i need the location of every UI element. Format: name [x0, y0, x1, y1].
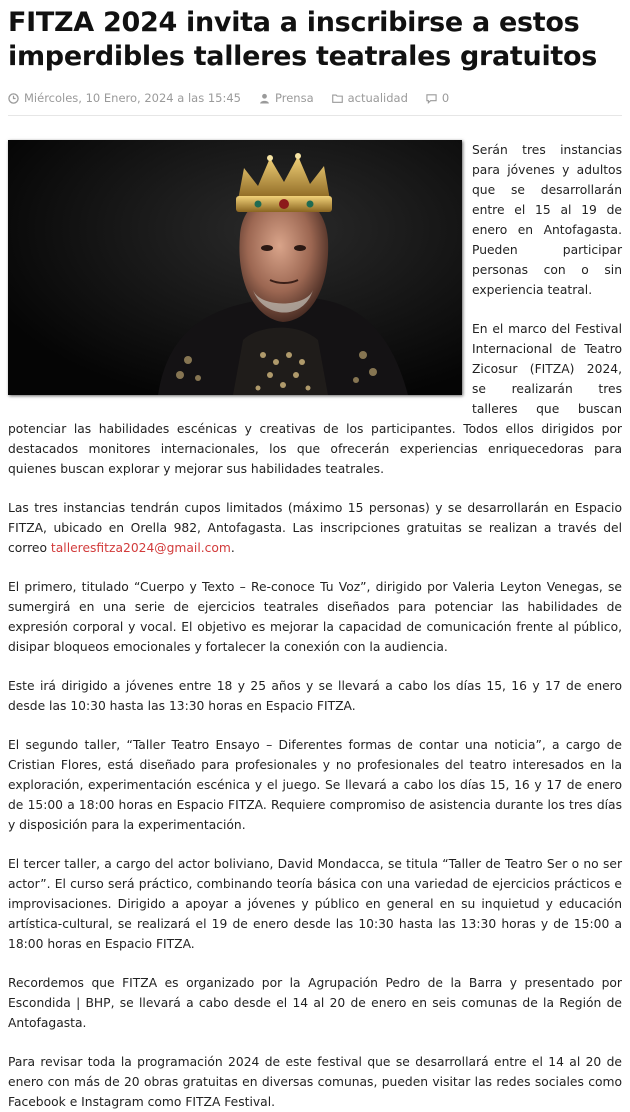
folder-icon: [332, 93, 343, 104]
paragraph-workshop-1-schedule: Este irá dirigido a jóvenes entre 18 y 25 años y se llevará a cabo los días 15, 16 y 17 de enero desde las 10:30 hasta las 13:30 horas en Espacio FITZA.: [8, 679, 622, 713]
article-title: FITZA 2024 invita a inscribirse a estos imperdibles talleres teatrales gratuitos: [8, 7, 598, 72]
user-icon: [259, 93, 270, 104]
email-link[interactable]: talleresfitza2024@gmail.com: [50, 541, 231, 555]
paragraph-workshop-1: El primero, titulado “Cuerpo y Texto – Re-conoce Tu Voz”, dirigido por Valeria Leyton Venegas, se sumergirá en una serie de ejercicios teatrales diseñados para potenciar las habilidades de expresión corporal y vocal. El objetivo es mejorar la capacidad de comunicación frente al público, disipar bloqueos emocionales y fortalecer la conexión con la audiencia.: [8, 580, 622, 654]
paragraph-organizers: Recordemos que FITZA es organizado por la Agrupación Pedro de la Barra y presentado por Escondida | BHP, se llevará a cabo desde el 14 al 20 de enero en seis comunas de la Región de Antofagasta.: [8, 976, 622, 1030]
paragraph-context: En el marco del Festival Internacional de Teatro Zicosur (FITZA) 2024, se realizarán tres talleres que buscan potenciar las habilidades escénicas y creativas de los participantes. Todos ellos dirigidos por destacados monitores internacionales, los que ofrecerán experiencias enriquecedoras para quienes buscan explorar y mejorar sus habilidades teatrales.: [8, 322, 622, 476]
actor-crown-photo: [8, 140, 462, 395]
paragraph-workshop-3: El tercer taller, a cargo del actor boliviano, David Mondacca, se titula “Taller de Teatro Ser o no ser actor”. El curso será práctico, combinando teoría básica con una variedad de ejercicios prácticos e improvisaciones. Dirigido a apoyar a jóvenes y público en general en su inquietud y educación artística-cultural, se realizará el 19 de enero desde las 10:30 hasta las 13:30 horas y de 15:00 a 18:00 horas en Espacio FITZA.: [8, 857, 622, 951]
article-body: [8, 140, 622, 1112]
paragraph-registration: Las tres instancias tendrán cupos limitados (máximo 15 personas) y se desarrollarán en Espacio FITZA, ubicado en Orella 982, Antofagasta. Las inscripciones gratuitas se realizan a través del correo talleresfitza2024@gmail.com.: [8, 501, 622, 555]
comment-icon: [426, 93, 437, 104]
article-photo: [8, 140, 462, 395]
comment-count[interactable]: 0: [441, 91, 450, 105]
article-date: Miércoles, 10 Enero, 2024 a las 15:45: [24, 91, 241, 105]
clock-icon: [8, 93, 19, 104]
article-author[interactable]: Prensa: [275, 91, 314, 105]
article-category[interactable]: actualidad: [347, 91, 408, 105]
paragraph-workshop-2: El segundo taller, “Taller Teatro Ensayo – Diferentes formas de contar una noticia”, a cargo de Cristian Flores, está diseñado para profesionales y no profesionales del teatro interesados en la exploración, experimentación escénica y el juego. Se llevará a cabo los días 15, 16 y 17 de enero de 15:00 a 18:00 horas en Espacio FITZA. Requiere compromiso de asistencia durante los tres días y disposición para la experimentación.: [8, 738, 622, 832]
paragraph-program: Para revisar toda la programación 2024 de este festival que se desarrollará entre el 14 al 20 de enero con más de 20 obras gratuitas en diversas comunas, pueden visitar las redes sociales como Facebook e Instagram como FITZA Festival.: [8, 1055, 622, 1109]
paragraph-intro: Serán tres instancias para jóvenes y adultos que se desarrollarán entre el 15 al 19 de enero en Antofagasta. Pueden participar personas con o sin experiencia teatral.: [472, 143, 622, 297]
article-meta: [8, 91, 622, 116]
